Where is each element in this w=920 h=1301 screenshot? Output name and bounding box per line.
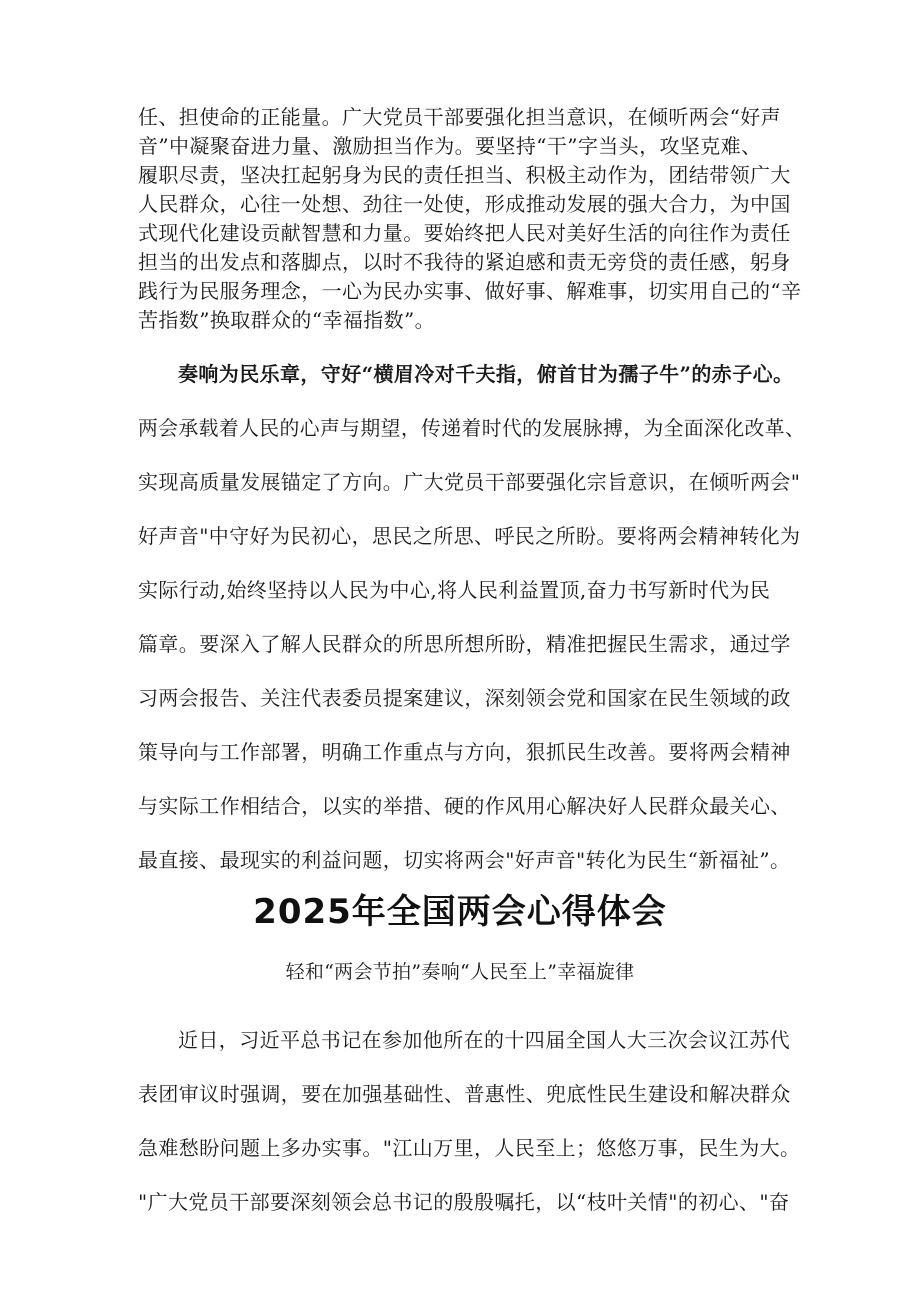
page-title: 2025年全国两会心得体会 bbox=[253, 892, 667, 932]
text-line: "广大党员干部要深刻领会总书记的殷殷嘱托，以“枝叶关情"的初心、"奋 bbox=[138, 1190, 790, 1214]
text-line: 人民群众，心往一处想、劲往一处使，形成推动发展的强大合力，为中国 bbox=[138, 192, 791, 216]
page-subtitle: 轻和“两会节拍”奏响“人民至上”幸福旋律 bbox=[285, 961, 635, 983]
text-line: 式现代化建设贡献智慧和力量。要始终把人民对美好生活的向往作为责任 bbox=[138, 221, 791, 245]
text-line: 音”中凝聚奋进力量、激励担当作为。要坚持“干”字当头，攻坚克难、 bbox=[138, 134, 762, 158]
text-line: 苦指数”换取群众的“幸福指数”。 bbox=[138, 308, 436, 332]
text-line: 好声音"中守好为民初心，思民之所思、呼民之所盼。要将两会精神转化为 bbox=[138, 524, 801, 548]
text-line: 践行为民服务理念，一心为民办实事、做好事、解难事，切实用自己的“辛 bbox=[138, 279, 802, 303]
text-line: 履职尽责，坚决扛起躬身为民的责任担当、积极主动作为，团结带领广大 bbox=[138, 163, 791, 187]
text-line: 最直接、最现实的利益问题，切实将两会"好声音"转化为民生“新福祉”。 bbox=[138, 848, 791, 872]
text-line: 实现高质量发展锚定了方向。广大党员干部要强化宗旨意识，在倾听两会" bbox=[138, 470, 801, 494]
text-line: 任、担使命的正能量。广大党员干部要强化担当意识，在倾听两会“好声 bbox=[138, 105, 782, 129]
text-line: 两会承载着人民的心声与期望，传递着时代的发展脉搏，为全面深化改革、 bbox=[138, 416, 806, 440]
text-line: 篇章。要深入了解人民群众的所思所想所盼，精准把握民生需求，通过学 bbox=[138, 632, 791, 656]
text-line: 策导向与工作部署，明确工作重点与方向，狠抓民生改善。要将两会精神 bbox=[138, 740, 791, 764]
section-heading: 奏响为民乐章，守好“横眉冷对千夫指，俯首甘为孺子牛”的赤子心。 bbox=[178, 362, 794, 386]
text-line: 习两会报告、关注代表委员提案建议，深刻领会党和国家在民生领域的政 bbox=[138, 686, 791, 710]
text-line: 近日，习近平总书记在参加他所在的十四届全国人大三次会议江苏代 bbox=[178, 1028, 790, 1052]
text-line: 担当的出发点和落脚点，以时不我待的紧迫感和责无旁贷的责任感，躬身 bbox=[138, 250, 791, 274]
text-line: 表团审议时强调，要在加强基础性、普惠性、兜底性民生建设和解决群众 bbox=[138, 1082, 791, 1106]
text-line: 实际行动,始终坚持以人民为中心,将人民利益置顶,奋力书写新时代为民 bbox=[138, 578, 771, 602]
text-line: 与实际工作相结合，以实的举措、硬的作风用心解决好人民群众最关心、 bbox=[138, 794, 791, 818]
text-line: 急难愁盼问题上多办实事。"江山万里，人民至上；悠悠万事，民生为大。 bbox=[138, 1136, 801, 1160]
